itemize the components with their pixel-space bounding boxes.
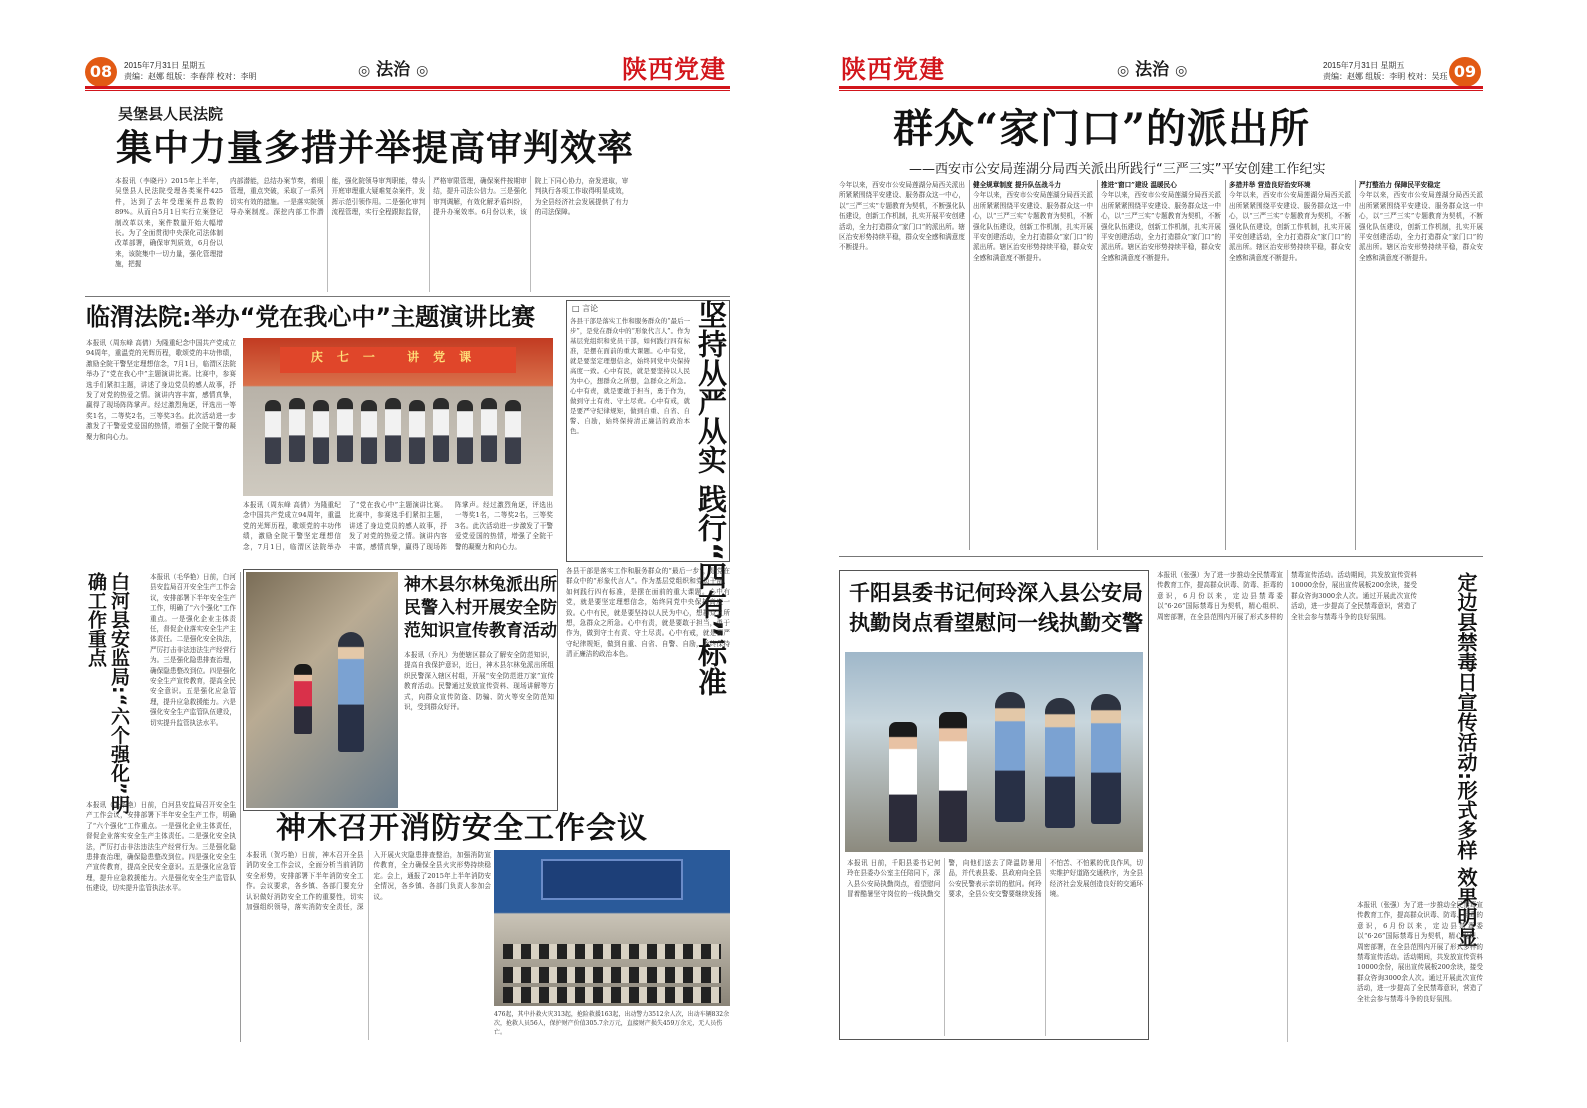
wubao-body: 内部潜能，总结办案节奏，着眼管理，重点突破，采取了一系列切实有效的措施。一是落实院领导办案制度。深挖内部工作潜能，强化院领导审判职能，带头开庭审理重大疑难复杂案件，发挥示范引领作用。二是强化审判流程管理，实行全程跟踪监督，严格审限管理，确保案件按期审结，提升司法公信力。三是强化审判调解，有效化解矛盾纠纷，提升办案效率。6月份以来，该院上下同心协力，奋发进取，审判执行各项工作取得明显成效，为全县经济社会发展提供了有力的司法保障。 [230,177,629,217]
qianyang-photo [845,652,1143,852]
section-ring-right: ◎ [1175,63,1188,79]
speaker-figure [313,400,329,464]
jianchi-body-continued: 各县干部是落实工作和服务群众的“最后一步”，是党在群众中的“形象代言人”。作为基层党组织和党员干部，如何践行四有标准，是摆在面前的重大课题。心中有党，就是要坚定理想信念，始终同党中央保持高度一致。心中有民，就是要坚持以人民为中心，想群众之所想，急群众之所急。心中有责，就是要敢于担当，勇于作为，做到守土有责、守土尽责。心中有戒，就是要严守纪律规矩，做到自重、自省、自警、自励，始终保持清正廉洁的政治本色。 [566,567,730,659]
speaker-figure [265,400,281,464]
shenmu-police-headline-3: 范知识宣传教育活动 [404,621,557,641]
speaker-figure [481,398,497,462]
commentary-tag-text: 言论 [582,304,599,313]
xian-body-col5 [1359,180,1483,550]
page-number-badge: 08 [85,57,117,87]
header-rule-thin [839,90,1483,91]
official-figure [889,722,917,842]
editor-line: 责编：赵娜 组版：李明 校对：吴珏 [1323,72,1448,81]
brand-logo: 陕西党建 [622,55,727,84]
speaker-figure [361,400,377,464]
linwei-stage-photo [243,338,553,496]
date-line: 2015年7月31日 星期五 [1323,61,1405,70]
header-rule-thin [85,90,730,91]
meeting-screen [541,859,683,900]
editor-line: 责编：赵娜 组版：李春萍 校对：李明 [124,72,257,81]
jianchi-vertical-headline: 坚持从严从实 践行“四有”标准 [694,300,728,697]
xian-subheadline: ——西安市公安局莲湖分局西关派出所践行“三严三实”平安创建工作纪实 [909,162,1326,177]
wubao-kicker: 吴堡县人民法院 [118,105,224,123]
speaker-figure [289,398,305,462]
left-page [0,0,790,1108]
speaker-figure [433,398,449,462]
xian-body-col2 [973,180,1093,550]
section-ring-right: ◎ [416,63,429,79]
xian-subhead-2: 推进“窗口”建设 温暖民心 [1101,181,1177,189]
police-figure [1045,698,1075,828]
baihe-vertical-headline: 白河县安监局:“六个强化”明确工作重点 [85,572,130,814]
police-figure [1091,694,1121,824]
xian-body-text: 今年以来，西安市公安局莲湖分局西关派出所紧紧围绕平安建设、服务群众这一中心，以“三严三实”专题教育为契机，不断强化队伍建设，创新工作机制，扎实开展平安创建活动，全力打造群众“家门口”的派出所。辖区治安形势持续平稳，群众安全感和满意度不断提升。 [1101,191,1221,262]
linwei-body: 本报讯（周东峰 高倩）为隆重纪念中国共产党成立94周年，重温党的光辉历程，歌颂党的丰功伟绩，激励全院干警坚定理想信念，7月1日，临渭区法院举办了“党在我心中”主题演讲比赛。比赛中，参赛选手们紧扣主题，讲述了身边党员的感人故事，抒发了对党的热爱之情。演讲内容丰富，感情真挚，赢得了现场阵阵掌声。经过激烈角逐，评选出一等奖1名，二等奖2名，三等奖3名。此次活动进一步激发了干警爱党爱国的热情，增强了全院干警的凝聚力和向心力。 [86,339,236,441]
speaker-figure [337,398,353,462]
qianyang-headline-1: 千阳县委书记何玲深入县公安局 [849,581,1143,605]
page-number-badge: 09 [1449,57,1481,87]
xian-body-text: 今年以来，西安市公安局莲湖分局西关派出所紧紧围绕平安建设、服务群众这一中心，以“三严三实”专题教育为契机，不断强化队伍建设，创新工作机制，扎实开展平安创建活动，全力打造群众“家门口”的派出所。辖区治安形势持续平稳，群众安全感和满意度不断提升。 [1229,191,1351,262]
header-rule [839,86,1483,89]
speaker-figure [505,400,521,464]
brand-logo: 陕西党建 [841,55,946,84]
shenmu-fire-caption: 476起，其中扑救火灾313起，抢险救援163起，出动警力3512余人次，出动车辆832余次，抢救人员56人，保护财产价值305.7余万元，直接财产损失459万余元，无人员伤亡。 [494,1011,730,1036]
right-page [797,0,1587,1108]
linwei-headline: 临渭法院:举办“党在我心中”主题演讲比赛 [86,303,536,331]
column-divider [969,180,970,550]
speaker-figure [385,398,401,462]
wubao-headline: 集中力量多措并举提高审判效率 [116,127,635,169]
xian-subhead-4: 严打整治力 保障民平安稳定 [1359,181,1441,189]
shenmu-fire-body: 本报讯（贺巧艳）日前，神木召开全县消防安全工作会议，全面分析当前消防安全形势，安排部署下半年消防安全工作。会议要求，各乡镇、各部门要充分认识做好消防安全工作的重要性，切实加强组织领导，落实消防安全责任，深入开展火灾隐患排查整治，加强消防宣传教育，全力确保全县火灾形势持续稳定。会上，通报了2015年上半年消防安全情况，各乡镇、各部门负责人参加会议。 [246,851,491,912]
official-figure [939,712,967,842]
shenmu-police-headline-1: 神木县尔林兔派出所 [404,575,557,595]
audience-row [503,967,720,983]
header-rule [85,86,730,89]
baihe-body-continued: 本报讯（毛华艳）日前，白河县安监局召开安全生产工作会议，安排部署下半年安全生产工作，明确了“六个强化”工作重点。一是强化企业主体责任，督促企业落实安全生产主体责任。二是强化安全执法，严厉打击非法违法生产经营行为。三是强化隐患排查治理，确保隐患整改到位。四是强化安全生产宣传教育，提高全民安全意识。五是强化应急管理，提升应急救援能力。六是强化安全生产监管队伍建设，切实提升监管执法水平。 [86,801,236,893]
section-name: 法治 [1135,60,1170,80]
baihe-body: 本报讯（毛华艳）日前，白河县安监局召开安全生产工作会议，安排部署下半年安全生产工作，明确了“六个强化”工作重点。一是强化企业主体责任，督促企业落实安全生产主体责任。二是强化安全执法，严厉打击非法违法生产经营行为。三是强化隐患排查治理，确保隐患整改到位。四是强化安全生产宣传教育，提高全民安全意识。五是强化应急管理，提升应急救援能力。六是强化安全生产监管队伍建设，切实提升监管执法水平。 [150,573,236,727]
jianchi-body: 各县干部是落实工作和服务群众的“最后一步”，是党在群众中的“形象代言人”。作为基层党组织和党员干部，如何践行四有标准，是摆在面前的重大课题。心中有党，就是要坚定理想信念，始终同党中央保持高度一致。心中有民，就是要坚持以人民为中心，想群众之所想，急群众之所急。心中有责，就是要敢于担当，勇于作为，做到守土有责、守土尽责。心中有戒，就是要严守纪律规矩，做到自重、自省、自警、自励，始终保持清正廉洁的政治本色。 [570,317,690,435]
xian-body-col4 [1229,180,1351,550]
commentary-tag: □ 言论 [572,304,599,313]
section-name: 法治 [376,60,411,80]
section-divider [85,296,730,297]
dingbian-body: 本报讯（张强）为了进一步推动全民禁毒宣传教育工作，提高群众识毒、防毒、拒毒的意识，6月份以来，定边县禁毒委以“6·26”国际禁毒日为契机，精心组织、周密部署，在全县范围内开展了形式多样的禁毒宣传活动。活动期间，共发放宣传资料10000余份，展出宣传展板200余块，接受群众咨询3000余人次。通过开展此次宣传活动，进一步提高了全民禁毒意识，营造了全社会参与禁毒斗争的良好氛围。 [1157,571,1417,621]
shenmu-police-headline-2: 民警入村开展安全防 [404,598,557,618]
speaker-figure [457,400,473,464]
section-ring-left: ◎ [358,63,371,79]
wubao-lead: 本报讯（李晓丹）2015年上半年，吴堡县人民法院受理各类案件425件，达到了去年受理案件总数的89%。从而自5月1日实行立案登记制改革以来，案件数量开始大幅增长。为了全面贯彻中央深化司法体制改革部署，确保审判质效，6月份以来，该院集中一切力量，强化管理措施，把握 [115,177,223,269]
xian-body-col3 [1101,180,1221,550]
dingbian-vertical-headline: 定边县禁毒日宣传活动:形式多样 效果明显 [1454,572,1478,947]
shenmu-fire-headline: 神木召开消防安全工作会议 [276,811,648,846]
section-divider [839,556,1483,557]
shenmu-police-box [243,569,558,811]
column-divider [1097,180,1098,550]
linwei-body-continued: 本报讯（周东峰 高倩）为隆重纪念中国共产党成立94周年，重温党的光辉历程，歌颂党的丰功伟绩，激励全院干警坚定理想信念，7月1日，临渭区法院举办了“党在我心中”主题演讲比赛。比赛中，参赛选手们紧扣主题，讲述了身边党员的感人故事，抒发了对党的热爱之情。演讲内容丰富，感情真挚，赢得了现场阵阵掌声。经过激烈角逐，评选出一等奖1名，二等奖2名，三等奖3名。此次活动进一步激发了干警爱党爱国的热情，增强了全院干警的凝聚力和向心力。 [243,501,553,551]
police-figure [995,692,1025,822]
audience-row [503,987,720,1003]
qianyang-body: 本报讯 日前，千阳县委书记何玲在县委办公室主任陪同下，深入县公安局执勤岗点，看望慰问冒着酷暑坚守岗位的一线执勤交警，向他们送去了降温防暑用品，并代表县委、县政府向全县公安民警表示亲切的慰问。何玲要求，全县公安交警要继续发扬不怕苦、不怕累的优良作风，切实维护好道路交通秩序，为全县经济社会发展创造良好的交通环境。 [847,859,1143,899]
section-ring-left: ◎ [1117,63,1130,79]
stage-banner: 庆七一 讲党课 [280,347,516,372]
shenmu-police-body: 本报讯（乔凡）为使辖区群众了解安全防范知识，提高自我保护意识，近日，神木县尔林兔派出所组织民警深入辖区村组，开展“安全防范进万家”宣传教育活动。民警通过发放宣传资料、现场讲解等方式，向群众宣传防盗、防骗、防火等安全防范知识，受到群众好评。 [404,651,554,712]
xian-headline: 群众“家门口”的派出所 [893,105,1311,152]
column-divider [240,572,241,1042]
column-divider [1355,180,1356,550]
section-label [358,60,428,81]
dingbian-body-continued: 本报讯（张强）为了进一步推动全民禁毒宣传教育工作，提高群众识毒、防毒、拒毒的意识，6月份以来，定边县禁毒委以“6·26”国际禁毒日为契机，精心组织、周密部署，在全县范围内开展了形式多样的禁毒宣传活动。活动期间，共发放宣传资料10000余份，展出宣传展板200余块，接受群众咨询3000余人次。通过开展此次宣传活动，进一步提高了全民禁毒意识，营造了全社会参与禁毒斗争的良好氛围。 [1357,901,1483,1003]
column-divider [1225,180,1226,550]
xian-body-text: 今年以来，西安市公安局莲湖分局西关派出所紧紧围绕平安建设、服务群众这一中心，以“三严三实”专题教育为契机，不断强化队伍建设，创新工作机制，扎实开展平安创建活动，全力打造群众“家门口”的派出所。辖区治安形势持续平稳，群众安全感和满意度不断提升。 [1359,191,1483,262]
shenmu-fire-meeting-photo [494,850,730,1006]
speaker-figure [409,400,425,464]
xian-body-col1: 今年以来，西安市公安局莲湖分局西关派出所紧紧围绕平安建设、服务群众这一中心，以“三严三实”专题教育为契机，不断强化队伍建设，创新工作机制，扎实开展平安创建活动，全力打造群众“家门口”的派出所。辖区治安形势持续平稳，群众安全感和满意度不断提升。 [839,181,965,252]
section-label [1117,60,1187,81]
qianyang-headline-2: 执勤岗点看望慰问一线执勤交警 [849,611,1143,635]
date-line: 2015年7月31日 星期五 [124,61,206,70]
xian-body-text: 今年以来，西安市公安局莲湖分局西关派出所紧紧围绕平安建设、服务群众这一中心，以“三严三实”专题教育为契机，不断强化队伍建设，创新工作机制，扎实开展平安创建活动，全力打造群众“家门口”的派出所。辖区治安形势持续平稳，群众安全感和满意度不断提升。 [973,191,1093,262]
xian-subhead-3: 多措并举 营造良好治安环境 [1229,181,1311,189]
audience-row [503,944,720,960]
xian-subhead-1: 健全规章制度 提升队伍战斗力 [973,181,1062,189]
